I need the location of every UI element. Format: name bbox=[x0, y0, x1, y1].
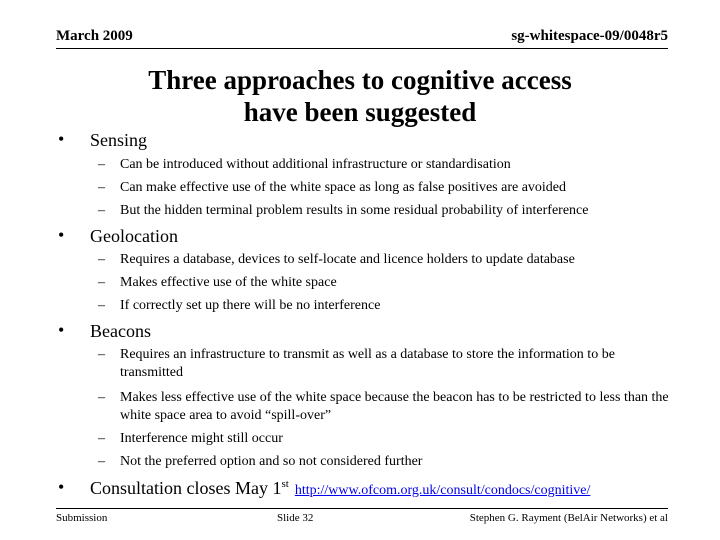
dash-icon: – bbox=[98, 180, 105, 195]
dash-icon: – bbox=[98, 454, 105, 469]
consultation-link[interactable]: http://www.ofcom.org.uk/consult/condocs/cognitive/ bbox=[294, 483, 591, 498]
dash-icon: – bbox=[98, 298, 105, 313]
list-item: – Makes less effective use of the white space because the beacon has to be restricted to less than the white space area to avoid “spill-over” bbox=[98, 390, 669, 423]
bullet-dot-icon: • bbox=[58, 477, 65, 497]
list-item: – If correctly set up there will be no interference bbox=[98, 298, 381, 313]
list-item: – Not the preferred option and so not considered further bbox=[98, 454, 423, 469]
list-item: – Can make effective use of the white space as long as false positives are avoided bbox=[98, 180, 567, 195]
bullet-dot-icon: • bbox=[58, 320, 65, 340]
list-item: – Makes effective use of the white space bbox=[98, 275, 337, 290]
bullet-heading: Geolocation bbox=[90, 226, 178, 246]
list-item: – But the hidden terminal problem results in some residual probability of interference bbox=[98, 203, 589, 218]
dash-icon: – bbox=[98, 252, 105, 267]
list-item: – Requires an infrastructure to transmit as well as a database to store the information to be transmitted bbox=[98, 347, 615, 380]
slide-title-line-1: Three approaches to cognitive access bbox=[148, 65, 572, 95]
dash-icon: – bbox=[98, 203, 105, 218]
consultation-superscript: st bbox=[281, 478, 289, 490]
list-item: – Can be introduced without additional infrastructure or standardisation bbox=[98, 157, 511, 172]
header-doc-id: sg-whitespace-09/0048r5 bbox=[511, 28, 668, 44]
slide-title-line-2: have been suggested bbox=[243, 97, 477, 127]
footer-divider bbox=[56, 508, 668, 509]
bullet-heading: Sensing bbox=[90, 130, 148, 150]
slide-title bbox=[0, 64, 720, 128]
header-divider bbox=[56, 48, 668, 49]
dash-icon: – bbox=[98, 431, 105, 446]
bullet-dot-icon: • bbox=[58, 129, 65, 149]
footer-author: Stephen G. Rayment (BelAir Networks) et al bbox=[469, 512, 668, 524]
footer-submission: Submission bbox=[56, 512, 108, 524]
dash-icon: – bbox=[98, 390, 105, 405]
footer-slide-number: Slide 32 bbox=[277, 512, 314, 524]
bullet-heading: Beacons bbox=[90, 321, 151, 341]
consultation-text: Consultation closes May 1 bbox=[90, 478, 282, 498]
list-item: – Requires a database, devices to self-locate and licence holders to update database bbox=[98, 252, 575, 267]
list-item: – Interference might still occur bbox=[98, 431, 283, 446]
dash-icon: – bbox=[98, 275, 105, 290]
dash-icon: – bbox=[98, 157, 105, 172]
header-date: March 2009 bbox=[56, 28, 133, 44]
dash-icon: – bbox=[98, 347, 105, 362]
bullet-dot-icon: • bbox=[58, 225, 65, 245]
